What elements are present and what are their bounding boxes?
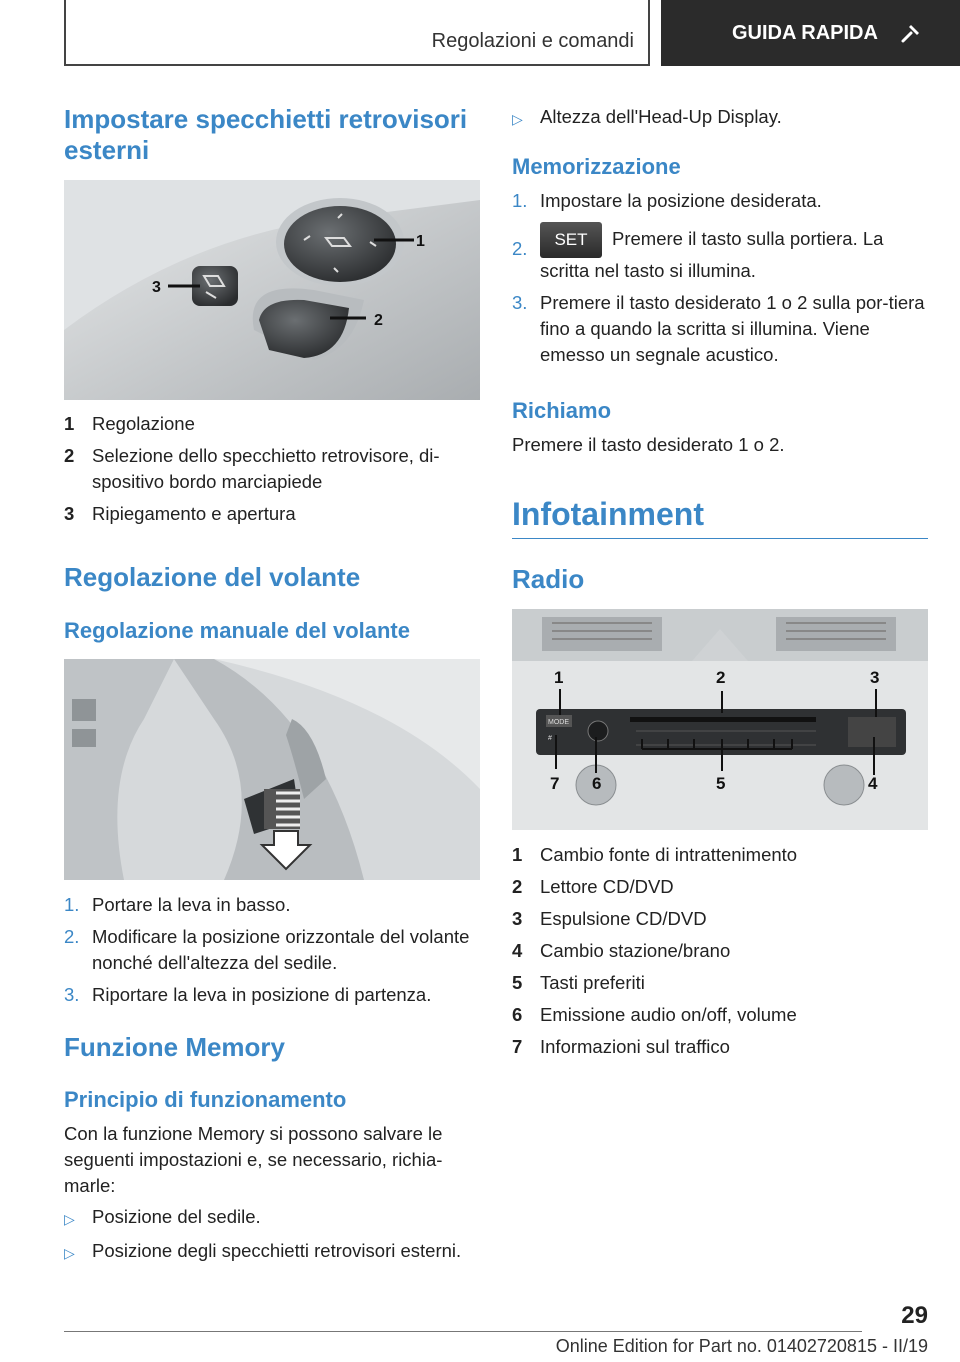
step-item: 2. SET Premere il tasto sulla portiera. La scritta nel tasto si illumina.: [512, 222, 928, 284]
radio-callout-1: 1: [554, 668, 564, 687]
chapter-divider: [512, 538, 928, 539]
header-section-title: Regolazioni e comandi: [431, 30, 634, 52]
edition-footer: Online Edition for Part no. 01402720815 - II/19: [555, 1336, 928, 1356]
bullet-item: ▷ Altezza dell'Head-Up Display.: [512, 104, 928, 132]
step-item: 3. Riportare la leva in posizione di partenza.: [64, 984, 432, 1005]
recall-text: Premere il tasto desiderato 1 o 2.: [512, 434, 785, 455]
subsection-title-principle: Principio di funzionamento: [64, 1087, 347, 1112]
mirror-legend: [64, 411, 480, 533]
radio-callout-5: 5: [716, 774, 726, 793]
section-title-radio: Radio: [512, 564, 585, 594]
subsection-title-storing: Memorizzazione: [512, 154, 681, 179]
mirror-controls-illustration: [64, 180, 480, 400]
steering-lever-illustration: [64, 659, 480, 880]
radio-callout-4: 4: [868, 774, 878, 793]
quick-guide-tab[interactable]: [661, 0, 960, 66]
quick-guide-label: GUIDA RAPIDA: [732, 21, 878, 44]
callout-3: 3: [152, 279, 161, 296]
step-item: 1. Portare la leva in basso.: [64, 894, 291, 915]
legend-item: 6 Emissione audio on/off, volume: [512, 1004, 797, 1025]
radio-callout-7: 7: [550, 774, 560, 793]
triangle-bullet-icon: ▷: [64, 1211, 75, 1227]
section-title-memory: Funzione Memory: [64, 1032, 286, 1062]
memory-bullets: [64, 1204, 484, 1272]
legend-item: 2 Lettore CD/DVD: [512, 876, 674, 897]
triangle-bullet-icon: ▷: [512, 111, 523, 127]
bullet-item: ▷ Posizione degli specchietti retrovisori esterni.: [64, 1238, 484, 1266]
set-button-icon: SET: [540, 222, 602, 258]
triangle-bullet-icon: ▷: [64, 1245, 75, 1261]
section-title-steering: Regolazione del volante: [64, 562, 361, 592]
bullet-item: ▷ Posizione del sedile.: [64, 1204, 484, 1232]
memory-intro-paragraph: Con la funzione Memory si possono salvare le seguenti impostazioni e, se necessario, richia-marle:: [64, 1123, 443, 1196]
legend-item: 1 Cambio fonte di intrattenimento: [512, 844, 798, 865]
legend-item: 5 Tasti preferiti: [512, 972, 645, 993]
legend-item: 4 Cambio stazione/brano: [512, 940, 731, 961]
mode-key-label: MODE: [548, 719, 569, 726]
legend-item: 3 Ripiegamento e apertura: [64, 503, 296, 524]
subsection-title-recall: Richiamo: [512, 398, 612, 423]
tool-icon: [900, 22, 922, 44]
traffic-key-label: #: [548, 735, 552, 742]
steering-steps: [64, 892, 480, 1014]
page-number: 29: [901, 1302, 928, 1329]
radio-callout-3: 3: [870, 668, 880, 687]
storing-steps: [512, 188, 928, 374]
callout-1: 1: [416, 233, 425, 250]
chapter-title-infotainment: Infotainment: [512, 496, 704, 532]
legend-item: 7 Informazioni sul traffico: [512, 1036, 730, 1057]
step-item: 1. Impostare la posizione desiderata.: [512, 190, 822, 211]
legend-item: 2 Selezione dello specchietto retrovisore, di-spositivo bordo marciapiede: [64, 445, 440, 492]
section-title-mirrors: Impostare specchietti retrovisori esterni: [64, 104, 468, 165]
step-item: 3. Premere il tasto desiderato 1 o 2 sulla por-tiera fino a quando la scritta si illumina. Viene emesso un segnale acustico.: [512, 292, 925, 365]
memory-bullets-continued: [512, 104, 928, 138]
radio-legend: [512, 842, 928, 1066]
step-item: 2. Modificare la posizione orizzontale del volante nonché dell'altezza del sedile.: [64, 926, 470, 973]
radio-callout-6: 6: [592, 774, 602, 793]
legend-item: 3 Espulsione CD/DVD: [512, 908, 707, 929]
callout-2: 2: [374, 312, 383, 329]
legend-item: 1 Regolazione: [64, 413, 195, 434]
footer-divider: [64, 1331, 862, 1332]
radio-panel-illustration: [512, 609, 928, 830]
subsection-title-manual-steering: Regolazione manuale del volante: [64, 618, 410, 643]
radio-callout-2: 2: [716, 668, 726, 687]
